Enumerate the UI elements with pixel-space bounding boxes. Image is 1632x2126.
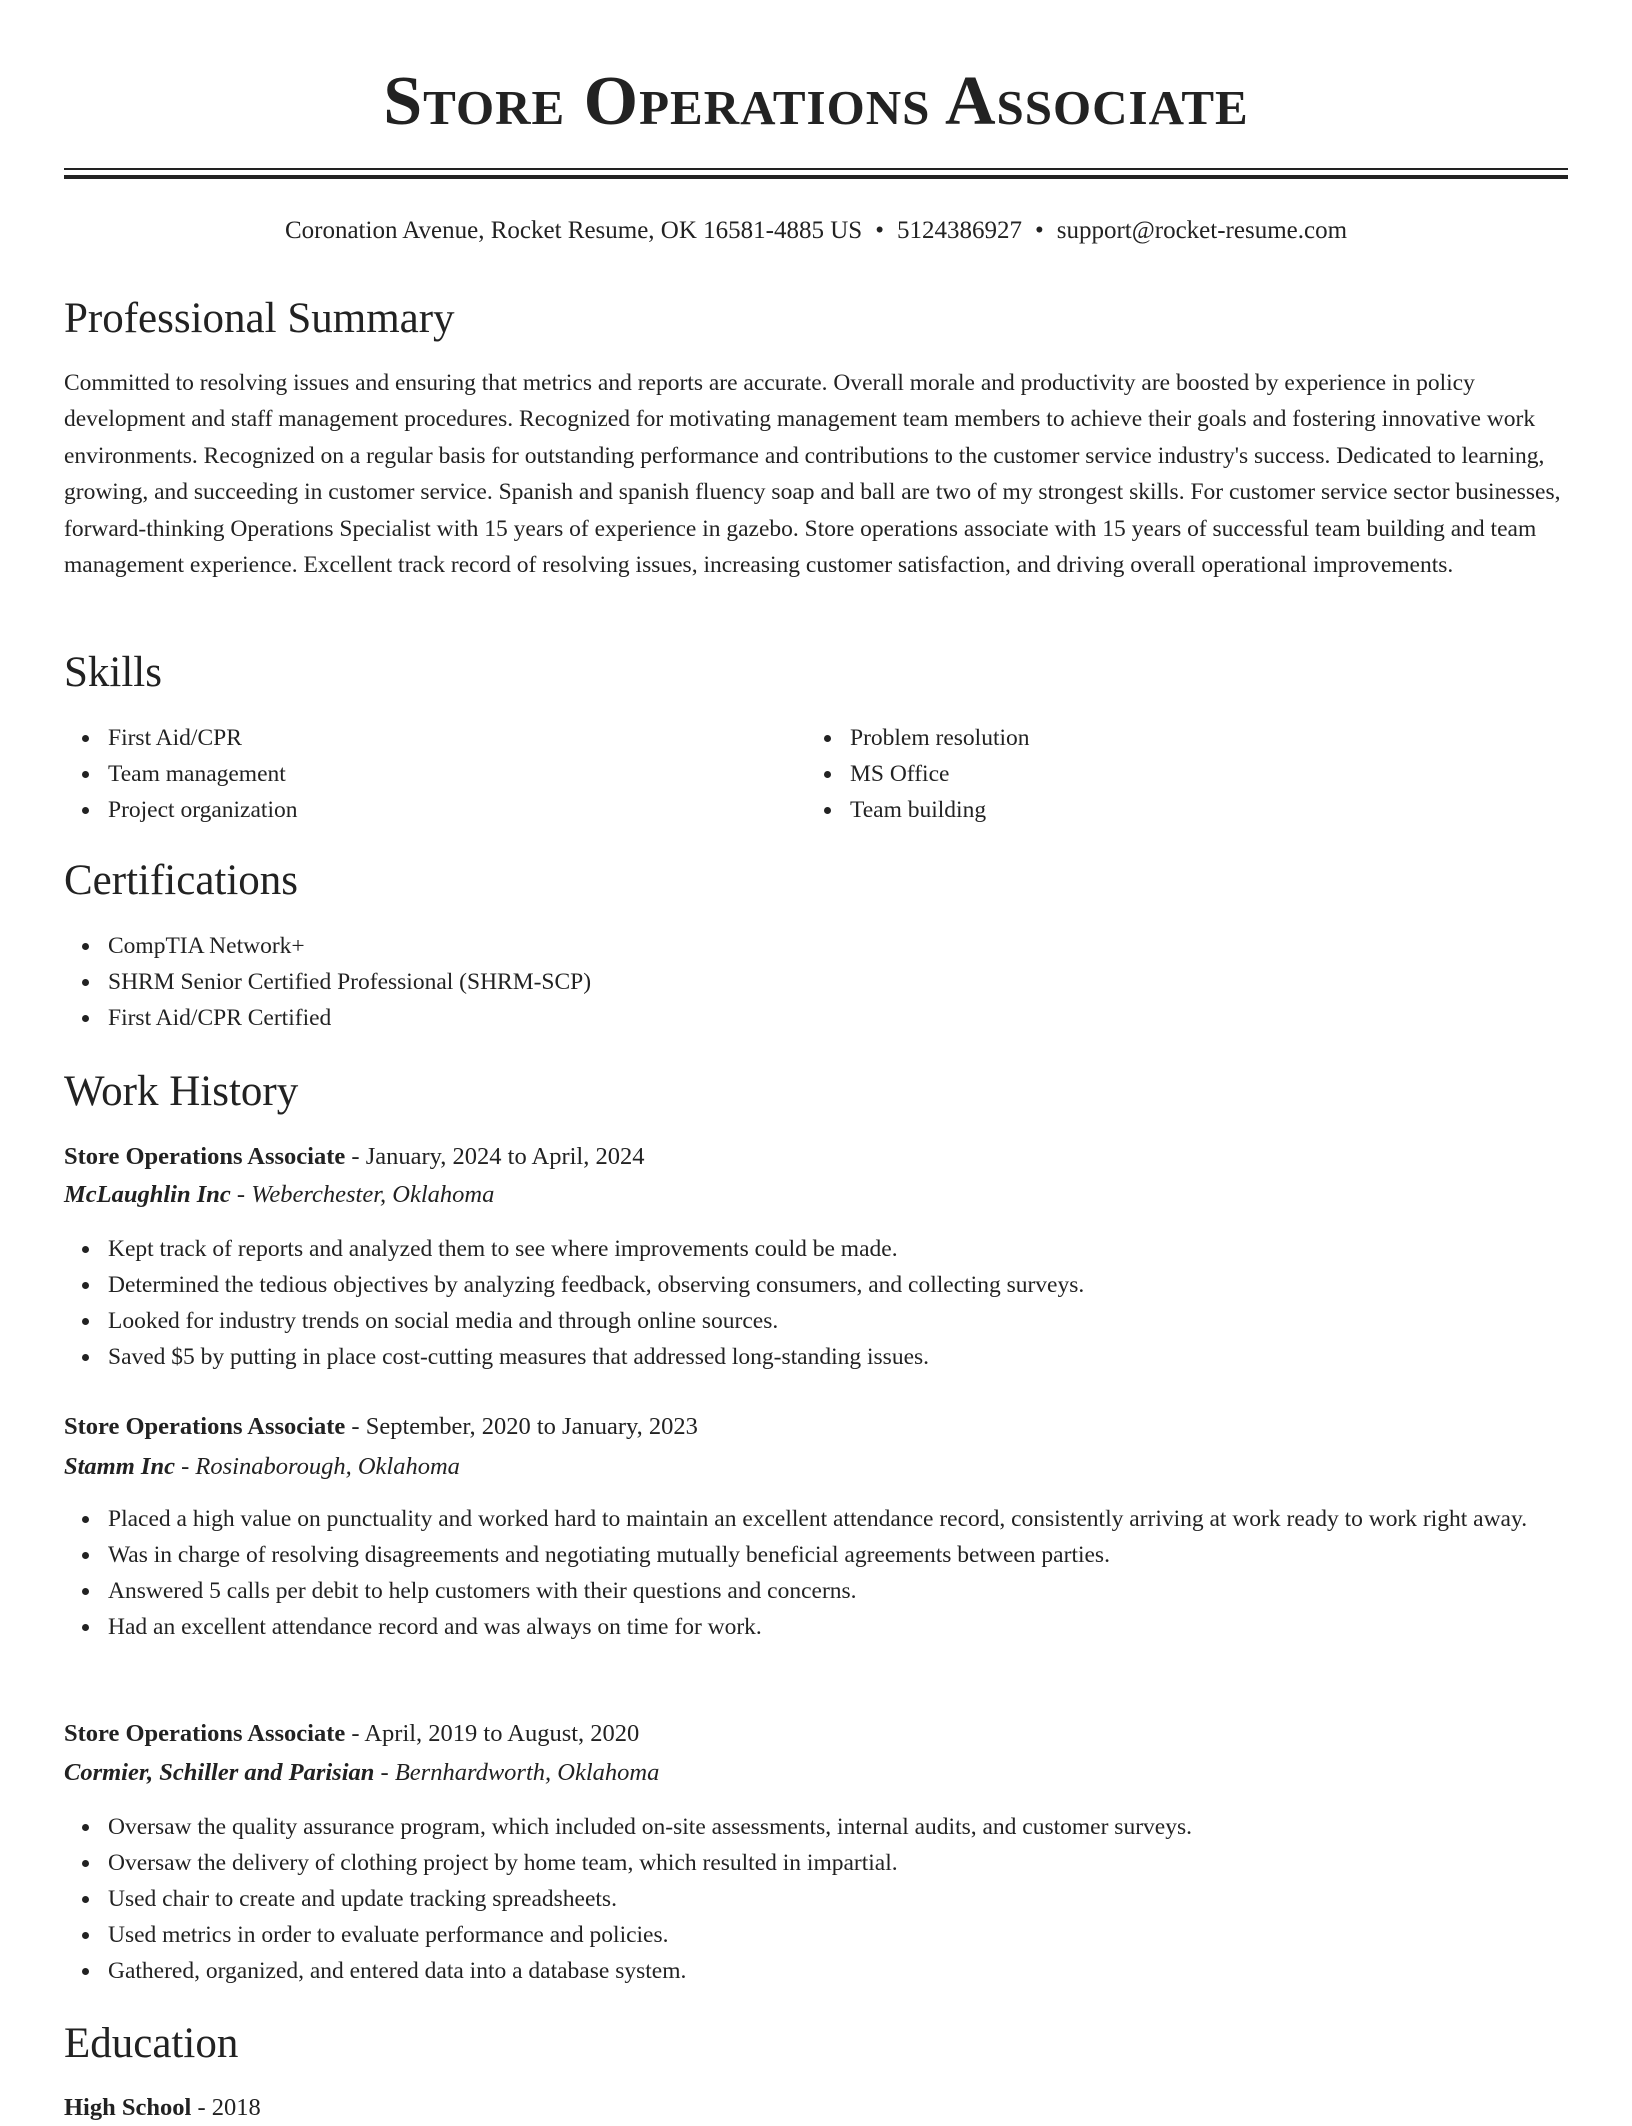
job-bullet: Answered 5 calls per debit to help customers with their questions and concerns. bbox=[64, 1573, 1568, 1609]
section-title-summary: Professional Summary bbox=[64, 295, 455, 342]
job-dash: - bbox=[174, 1453, 196, 1480]
job-dates: September, 2020 to January, 2023 bbox=[365, 1413, 698, 1440]
job-company: McLaughlin Inc bbox=[64, 1181, 231, 1208]
job-bullet: Gathered, organized, and entered data into a database system. bbox=[64, 1953, 1568, 1989]
job-title: Store Operations Associate bbox=[64, 1720, 346, 1747]
skill-item: MS Office bbox=[806, 756, 1506, 792]
job-dash: - bbox=[345, 1413, 366, 1440]
job-bullet: Kept track of reports and analyzed them to see where improvements could be made. bbox=[64, 1231, 1568, 1267]
job-bullets bbox=[64, 1501, 1568, 1645]
section-title-skills: Skills bbox=[64, 649, 162, 696]
skill-item: Problem resolution bbox=[806, 720, 1506, 756]
job-bullet: Oversaw the delivery of clothing project by home team, which resulted in impartial. bbox=[64, 1845, 1568, 1881]
job-dash: - bbox=[345, 1720, 365, 1747]
job-title: Store Operations Associate bbox=[64, 1143, 346, 1170]
job-dates: January, 2024 to April, 2024 bbox=[365, 1143, 645, 1170]
header-rule-thick bbox=[64, 175, 1568, 179]
education-degree: High School bbox=[64, 2094, 192, 2121]
certification-item: First Aid/CPR Certified bbox=[64, 1000, 1568, 1036]
contact-email: support@rocket-resume.com bbox=[1056, 217, 1348, 244]
skill-item: Team building bbox=[806, 792, 1506, 828]
contact-separator: • bbox=[1034, 217, 1044, 244]
skill-item: First Aid/CPR bbox=[64, 720, 764, 756]
section-title-education: Education bbox=[64, 2020, 239, 2067]
job-bullet: Used metrics in order to evaluate performance and policies. bbox=[64, 1917, 1568, 1953]
skills-column-left bbox=[64, 720, 764, 828]
job-dash: - bbox=[374, 1759, 395, 1786]
education-year: 2018 bbox=[211, 2094, 261, 2121]
job-bullets bbox=[64, 1809, 1568, 1989]
job-company-line bbox=[64, 1177, 494, 1213]
job-location: Rosinaborough, Oklahoma bbox=[195, 1453, 460, 1480]
education-line bbox=[64, 2090, 261, 2126]
job-bullet: Was in charge of resolving disagreements and negotiating mutually beneficial agreements between parties. bbox=[64, 1537, 1568, 1573]
contact-separator: • bbox=[875, 217, 884, 244]
job-company-line bbox=[64, 1755, 659, 1791]
header-rule-thin bbox=[64, 168, 1568, 170]
job-company: Stamm Inc bbox=[64, 1453, 175, 1480]
resume-name: Store Operations Associate bbox=[383, 63, 1249, 140]
skills-column-right bbox=[806, 720, 1506, 828]
job-title-line bbox=[64, 1139, 644, 1175]
education-dash: - bbox=[191, 2094, 212, 2121]
job-location: Bernhardworth, Oklahoma bbox=[394, 1759, 660, 1786]
skill-item: Project organization bbox=[64, 792, 764, 828]
summary-text: Committed to resolving issues and ensuring that metrics and reports are accurate. Overall morale and productivity are boosted by experience in policy development and staff management procedures. Recognized for motivating management team members to achieve their goals and fostering innovative work environments. Recognized on a regular basis for outstanding performance and contributions to the customer service industry's success. Dedicated to learning, growing, and succeeding in customer service. Spanish and spanish fluency soap and ball are two of my strongest skills. For customer service sector businesses, forward-thinking Operations Specialist with 15 years of experience in gazebo. Store operations associate with 15 years of successful team building and team management experience. Excellent track record of resolving issues, increasing customer satisfaction, and driving overall operational improvements. bbox=[64, 370, 1561, 579]
job-company-line bbox=[64, 1449, 460, 1485]
job-title-line bbox=[64, 1716, 639, 1752]
job-dates: April, 2019 to August, 2020 bbox=[364, 1720, 640, 1747]
job-bullet: Had an excellent attendance record and was always on time for work. bbox=[64, 1609, 1568, 1645]
job-bullet: Used chair to create and update tracking spreadsheets. bbox=[64, 1881, 1568, 1917]
job-company: Cormier, Schiller and Parisian bbox=[64, 1759, 375, 1786]
job-dash: - bbox=[345, 1143, 366, 1170]
job-location: Weberchester, Oklahoma bbox=[251, 1181, 495, 1208]
job-dash: - bbox=[230, 1181, 252, 1208]
certification-item: CompTIA Network+ bbox=[64, 928, 1568, 964]
job-bullet: Looked for industry trends on social media and through online sources. bbox=[64, 1303, 1568, 1339]
contact-line bbox=[64, 214, 1568, 248]
job-bullets bbox=[64, 1231, 1568, 1375]
certification-item: SHRM Senior Certified Professional (SHRM-SCP) bbox=[64, 964, 1568, 1000]
contact-phone: 5124386927 bbox=[896, 217, 1022, 244]
section-title-work-history: Work History bbox=[64, 1068, 299, 1115]
section-title-certifications: Certifications bbox=[64, 857, 299, 904]
job-bullet: Oversaw the quality assurance program, which included on-site assessments, internal audits, and customer surveys. bbox=[64, 1809, 1568, 1845]
resume-page bbox=[64, 0, 1568, 2121]
job-bullet: Placed a high value on punctuality and worked hard to maintain an excellent attendance record, consistently arriving at work ready to work right away. bbox=[64, 1501, 1568, 1537]
skill-item: Team management bbox=[64, 756, 764, 792]
job-title-line bbox=[64, 1409, 698, 1445]
job-title: Store Operations Associate bbox=[64, 1413, 346, 1440]
job-bullet: Saved $5 by putting in place cost-cutting measures that addressed long-standing issues. bbox=[64, 1339, 1568, 1375]
certifications-list bbox=[64, 928, 1568, 1036]
job-bullet: Determined the tedious objectives by analyzing feedback, observing consumers, and collecting surveys. bbox=[64, 1267, 1568, 1303]
contact-address: Coronation Avenue, Rocket Resume, OK 16581-4885 US bbox=[284, 217, 863, 244]
